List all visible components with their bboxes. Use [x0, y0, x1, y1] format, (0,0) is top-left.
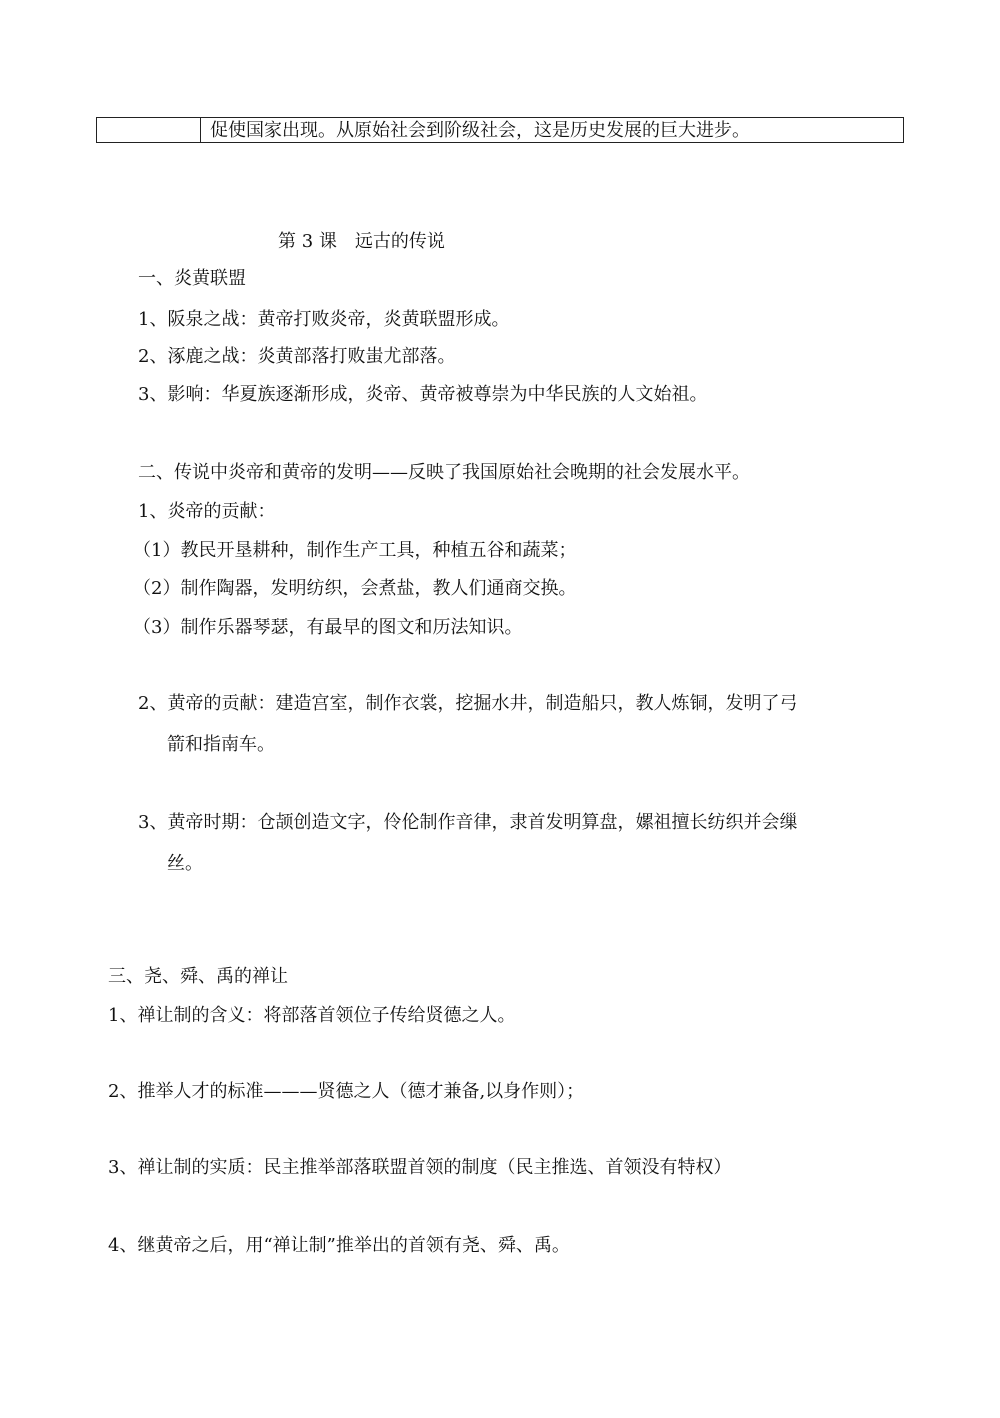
- huangdi-line-1: 2、黄帝的贡献：建造宫室，制作衣裳，挖掘水井，制造船只，教人炼铜，发明了弓: [138, 693, 798, 714]
- yandi-heading: 1、炎帝的贡献：: [138, 501, 276, 522]
- yandi-item-1: （1）教民开垦耕种，制作生产工具，种植五谷和蔬菜；: [133, 540, 577, 561]
- section2-heading: 二、传说中炎帝和黄帝的发明——反映了我国原始社会晚期的社会发展水平。: [138, 462, 750, 483]
- section3-heading: 三、尧、舜、禹的禅让: [108, 966, 288, 987]
- section1-heading: 一、炎黄联盟: [138, 268, 246, 289]
- period-line-2: 丝。: [167, 853, 203, 874]
- section3-item-3: 3、禅让制的实质：民主推举部落联盟首领的制度（民主推选、首领没有特权）: [108, 1157, 732, 1178]
- section3-item-2: 2、推举人才的标准———贤德之人（德才兼备,以身作则）；: [108, 1081, 585, 1102]
- top-table: [96, 117, 904, 143]
- table-divider: [200, 118, 201, 142]
- section1-item-2: 2、涿鹿之战：炎黄部落打败蚩尤部落。: [138, 346, 456, 367]
- huangdi-line-2: 箭和指南车。: [167, 734, 275, 755]
- lesson-title: 第 3 课 远古的传说: [278, 231, 445, 252]
- period-line-1: 3、黄帝时期：仓颉创造文字，伶伦制作音律，隶首发明算盘，嫘祖擅长纺织并会缫: [138, 812, 798, 833]
- yandi-item-2: （2）制作陶器，发明纺织，会煮盐，教人们通商交换。: [133, 578, 577, 599]
- yandi-item-3: （3）制作乐器琴瑟，有最早的图文和历法知识。: [133, 617, 523, 638]
- section1-item-3: 3、影响：华夏族逐渐形成，炎帝、黄帝被尊崇为中华民族的人文始祖。: [138, 384, 708, 405]
- section1-item-1: 1、阪泉之战：黄帝打败炎帝，炎黄联盟形成。: [138, 309, 510, 330]
- section3-item-1: 1、禅让制的含义：将部落首领位子传给贤德之人。: [108, 1005, 516, 1026]
- section3-item-4: 4、继黄帝之后，用“禅让制”推举出的首领有尧、舜、禹。: [108, 1235, 570, 1256]
- table-right-cell: 促使国家出现。从原始社会到阶级社会，这是历史发展的巨大进步。: [210, 120, 750, 141]
